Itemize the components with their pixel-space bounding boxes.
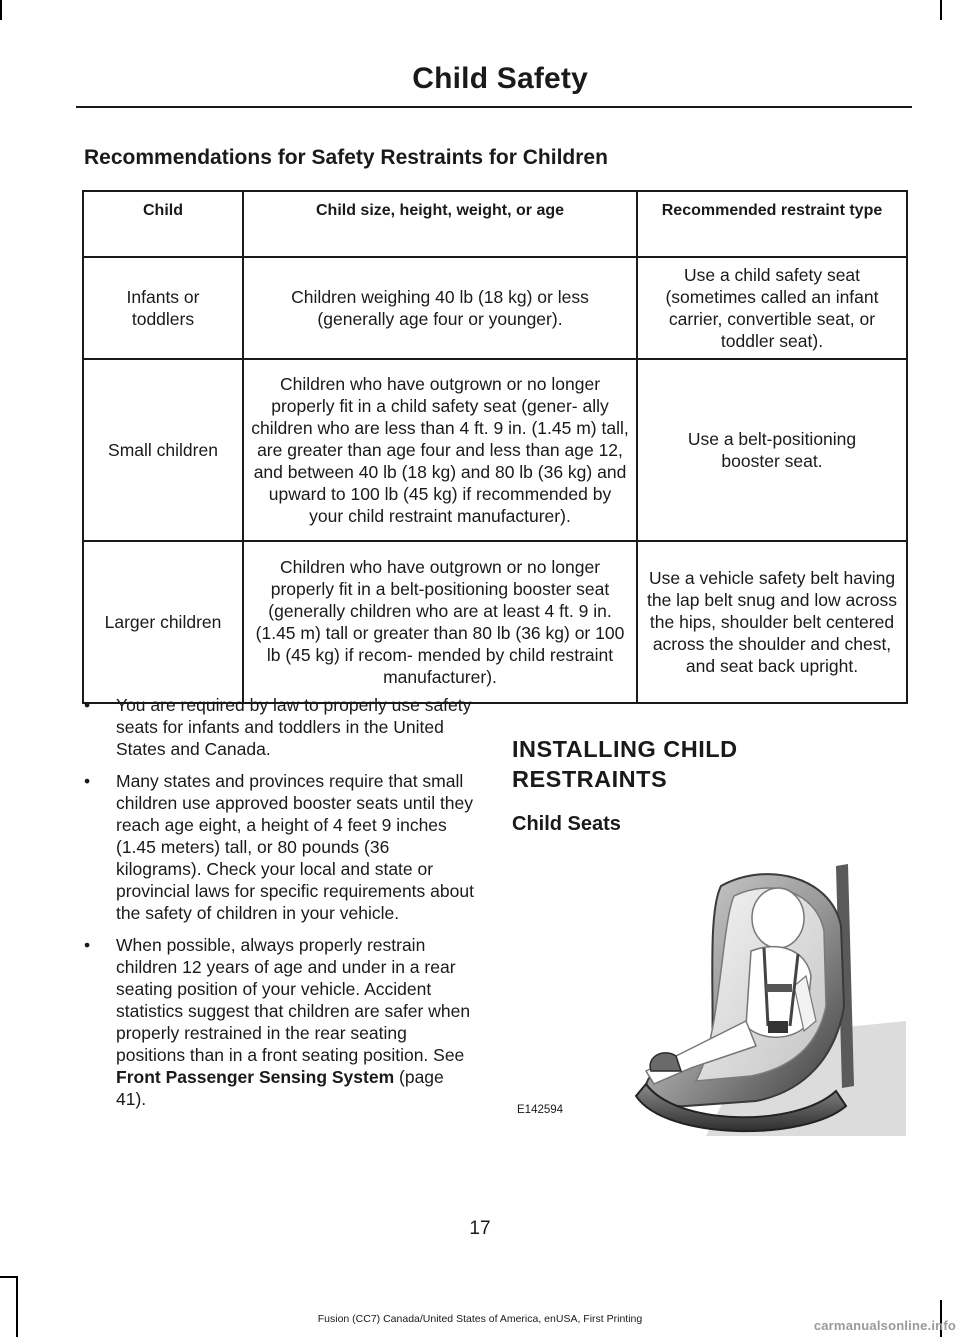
bullet-list bbox=[84, 694, 476, 1120]
list-item bbox=[84, 694, 476, 760]
figure-code: E142594 bbox=[517, 1104, 564, 1116]
crop-mark-bottom-left-h bbox=[0, 1276, 18, 1278]
table-header-row bbox=[83, 191, 907, 257]
column-header-child: Child bbox=[83, 191, 243, 257]
list-item bbox=[84, 934, 476, 1110]
crop-mark-top-right bbox=[940, 0, 942, 20]
page-number: 17 bbox=[469, 1218, 491, 1239]
list-item-text: Many states and provinces require that small children use approved booster seats until they reach age eight, a height of 4 feet 9 inches (1.45 meters) tall, or 80 pounds (36 kilograms). Check your local and state or provincial laws for specific requirements about the safety of children in your vehicle. bbox=[116, 771, 474, 923]
cross-reference-link[interactable]: Front Passenger Sensing System bbox=[116, 1067, 395, 1087]
cell-restraint: Use a child safety seat (sometimes called an infant carrier, convertible seat, or toddler seat). bbox=[637, 257, 907, 359]
cell-size: Children who have outgrown or no longer properly fit in a belt-positioning booster seat (generally children who are at least 4 ft. 9 in. (1.45 m) tall or greater than 80 lb (36 kg) or 100 lb (45 kg) if recom- mended by child restraint manufacturer). bbox=[243, 541, 637, 703]
cell-restraint: Use a belt-positioning booster seat. bbox=[637, 359, 907, 541]
table-row bbox=[83, 541, 907, 703]
restraints-table bbox=[82, 190, 908, 704]
cell-size: Children weighing 40 lb (18 kg) or less (generally age four or younger). bbox=[243, 257, 637, 359]
column-header-restraint: Recommended restraint type bbox=[637, 191, 907, 257]
page-header-title: Child Safety bbox=[412, 62, 588, 95]
bullet-marker: • bbox=[84, 771, 91, 791]
installing-restraints-heading: INSTALLING CHILD RESTRAINTS bbox=[512, 736, 738, 792]
cell-child: Larger children bbox=[83, 541, 243, 703]
bullet-marker: • bbox=[84, 935, 91, 955]
cell-child: Infants or toddlers bbox=[83, 257, 243, 359]
bullet-marker: • bbox=[84, 695, 91, 715]
watermark: carmanualsonline.info bbox=[813, 1318, 956, 1333]
list-item bbox=[84, 770, 476, 924]
cell-size: Children who have outgrown or no longer properly fit in a child safety seat (gener- ally children who are less than 4 ft. 9 in. (1.45 m) tall, are greater than age four and less than age 12, and between 40 lb (18 kg) and 80 lb (36 kg) and upward to 100 lb (45 kg) if recommended by your child restraint manufacturer). bbox=[243, 359, 637, 541]
list-item-text: When possible, always properly restrain children 12 years of age and under in a rear seating position of your vehicle. Accident statistics suggest that children are safer when properly restrained in the rear seating positions than in a front seating position. See bbox=[116, 935, 471, 1065]
page-reference: (page 41). bbox=[116, 1067, 444, 1109]
column-header-size: Child size, height, weight, or age bbox=[243, 191, 637, 257]
table-row bbox=[83, 359, 907, 541]
table-row bbox=[83, 257, 907, 359]
crop-mark-bottom-left bbox=[16, 1276, 18, 1337]
cell-child: Small children bbox=[83, 359, 243, 541]
header-rule bbox=[76, 106, 912, 108]
page-footer: Fusion (CC7) Canada/United States of America, enUSA, First Printing bbox=[317, 1313, 643, 1325]
list-item-text: You are required by law to properly use safety seats for infants and toddlers in the United States and Canada. bbox=[116, 695, 472, 759]
child-seat-illustration bbox=[506, 856, 906, 1136]
cell-restraint: Use a vehicle safety belt having the lap belt snug and low across the hips, shoulder belt centered across the shoulder and chest, and seat back upright. bbox=[637, 541, 907, 703]
child-seats-heading: Child Seats bbox=[512, 813, 621, 835]
child-seat-icon bbox=[506, 856, 906, 1136]
crop-mark-top-left bbox=[0, 0, 2, 20]
section-heading: Recommendations for Safety Restraints for Children bbox=[84, 146, 608, 169]
